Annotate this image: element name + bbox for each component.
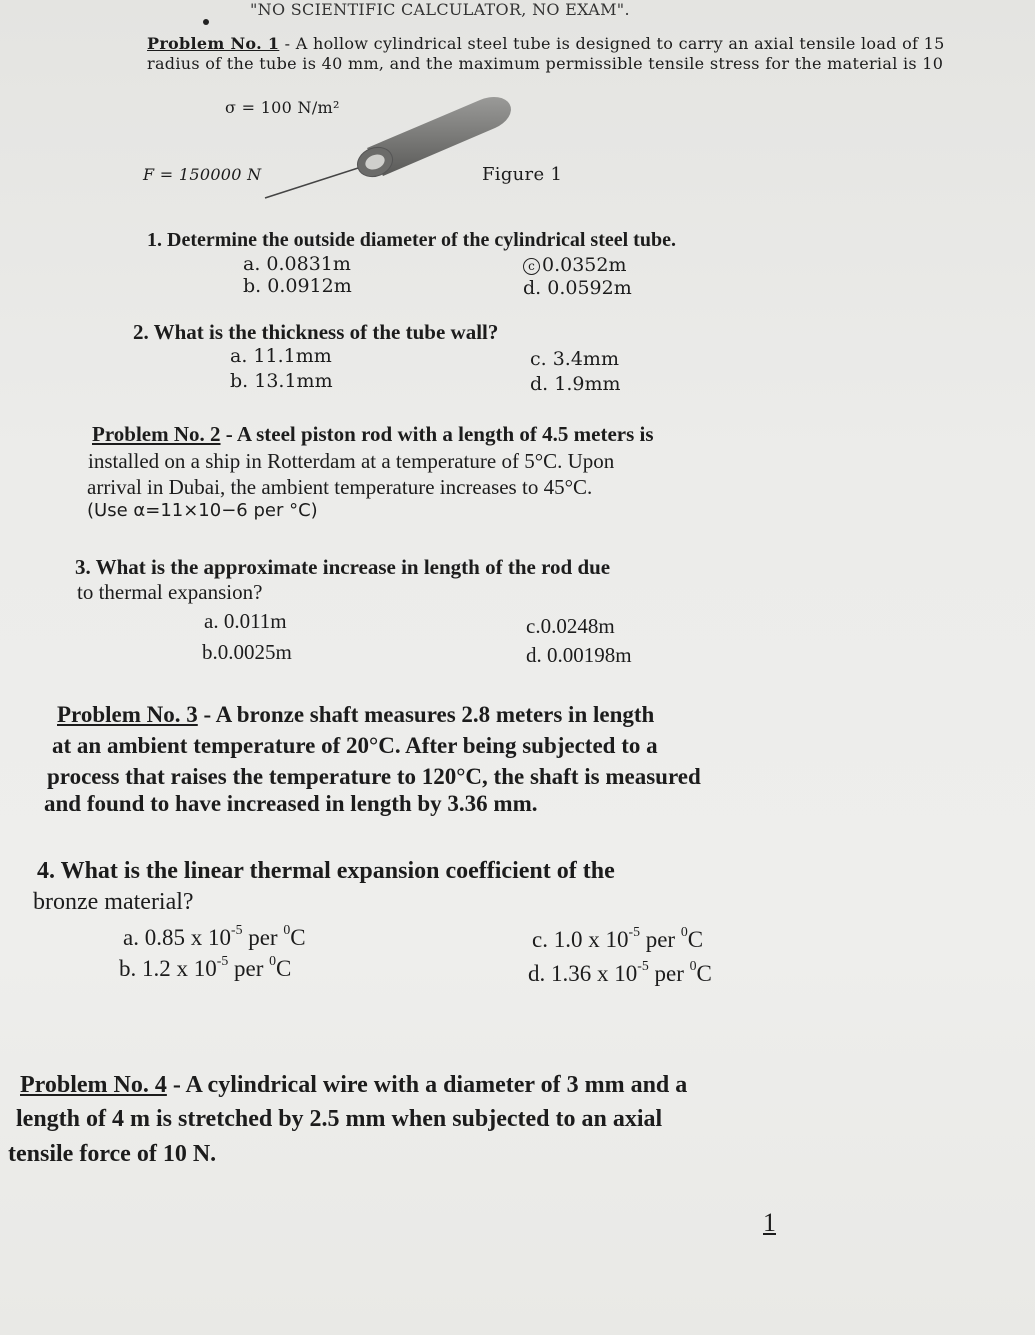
- figure-force-label: F = 150000 N: [143, 165, 262, 184]
- problem-3-line-1: Problem No. 3 - A bronze shaft measures 2.8 meters in length: [57, 702, 655, 727]
- question-1: 1. Determine the outside diameter of the cylindrical steel tube.: [147, 229, 676, 251]
- q1-option-a[interactable]: a. 0.0831m: [243, 253, 351, 275]
- question-4-line-2: bronze material?: [33, 889, 194, 915]
- q3-option-a[interactable]: a. 0.011m: [204, 609, 287, 633]
- q3-option-c[interactable]: c.0.0248m: [526, 614, 615, 638]
- header-bullet: [203, 10, 209, 29]
- problem-2-title: Problem No. 2: [92, 422, 221, 446]
- problem-2-line-3: arrival in Dubai, the ambient temperature increases to 45°C.: [87, 475, 593, 499]
- problem-3-title: Problem No. 3: [57, 702, 198, 727]
- exam-header: "NO SCIENTIFIC CALCULATOR, NO EXAM".: [250, 0, 630, 19]
- q4-option-b[interactable]: b. 1.2 x $10^{-5}$ per $^0$C: [119, 952, 292, 981]
- problem-4-line-1: Problem No. 4 - A cylindrical wire with a diameter of 3 mm and a: [20, 1072, 688, 1098]
- q2-option-b[interactable]: b. 13.1mm: [230, 370, 333, 392]
- q1-option-c[interactable]: c 0.0352m: [523, 254, 627, 276]
- problem-3-line-3: process that raises the temperature to 120°C, the shaft is measured: [47, 764, 701, 789]
- question-4-line-1: 4. What is the linear thermal expansion coefficient of the: [37, 858, 615, 884]
- question-3-line-1: 3. What is the approximate increase in length of the rod due: [75, 555, 611, 579]
- figure-sigma-label: σ = 100 N/m²: [225, 98, 340, 117]
- problem-2-line-4: (Use α=11×10−6 per °C): [87, 500, 318, 521]
- problem-4-line-3: tensile force of 10 N.: [8, 1141, 217, 1167]
- problem-2-line-1: Problem No. 2 - A steel piston rod with a length of 4.5 meters is: [92, 422, 654, 446]
- q2-option-c[interactable]: c. 3.4mm: [530, 348, 619, 370]
- problem-1-line-1: Problem No. 1 - A hollow cylindrical steel tube is designed to carry an axial tensile load of 15: [147, 34, 945, 53]
- q4-option-a[interactable]: a. 0.85 x $10^{-5}$ per $^0$C: [123, 921, 306, 950]
- q3-option-d[interactable]: d. 0.00198m: [526, 643, 632, 667]
- problem-1-line-2: radius of the tube is 40 mm, and the maximum permissible tensile stress for the material is 10: [147, 54, 944, 73]
- figure-caption: Figure 1: [482, 164, 563, 185]
- hollow-tube-figure: [255, 88, 515, 208]
- circled-answer-mark: c: [523, 258, 540, 275]
- q3-option-b[interactable]: b.0.0025m: [202, 640, 292, 664]
- problem-4-line-2: length of 4 m is stretched by 2.5 mm when subjected to an axial: [16, 1106, 663, 1132]
- question-3-line-2: to thermal expansion?: [77, 580, 263, 604]
- q4-option-c[interactable]: c. 1.0 x $10^{-5}$ per $^0$C: [532, 923, 704, 952]
- q1-option-d[interactable]: d. 0.0592m: [523, 277, 632, 299]
- problem-3-line-4: and found to have increased in length by 3.36 mm.: [44, 791, 538, 816]
- problem-4-title: Problem No. 4: [20, 1072, 167, 1098]
- q1-option-b[interactable]: b. 0.0912m: [243, 275, 352, 297]
- q2-option-d[interactable]: d. 1.9mm: [530, 373, 621, 395]
- question-2: 2. What is the thickness of the tube wall?: [133, 320, 499, 344]
- problem-2-line-2: installed on a ship in Rotterdam at a temperature of 5°C. Upon: [88, 449, 615, 473]
- q4-option-d[interactable]: d. 1.36 x $10^{-5}$ per $^0$C: [528, 957, 712, 986]
- problem-1-title: Problem No. 1: [147, 34, 280, 53]
- q2-option-a[interactable]: a. 11.1mm: [230, 345, 332, 367]
- problem-3-line-2: at an ambient temperature of 20°C. After being subjected to a: [52, 733, 658, 758]
- page-number: 1: [763, 1208, 776, 1237]
